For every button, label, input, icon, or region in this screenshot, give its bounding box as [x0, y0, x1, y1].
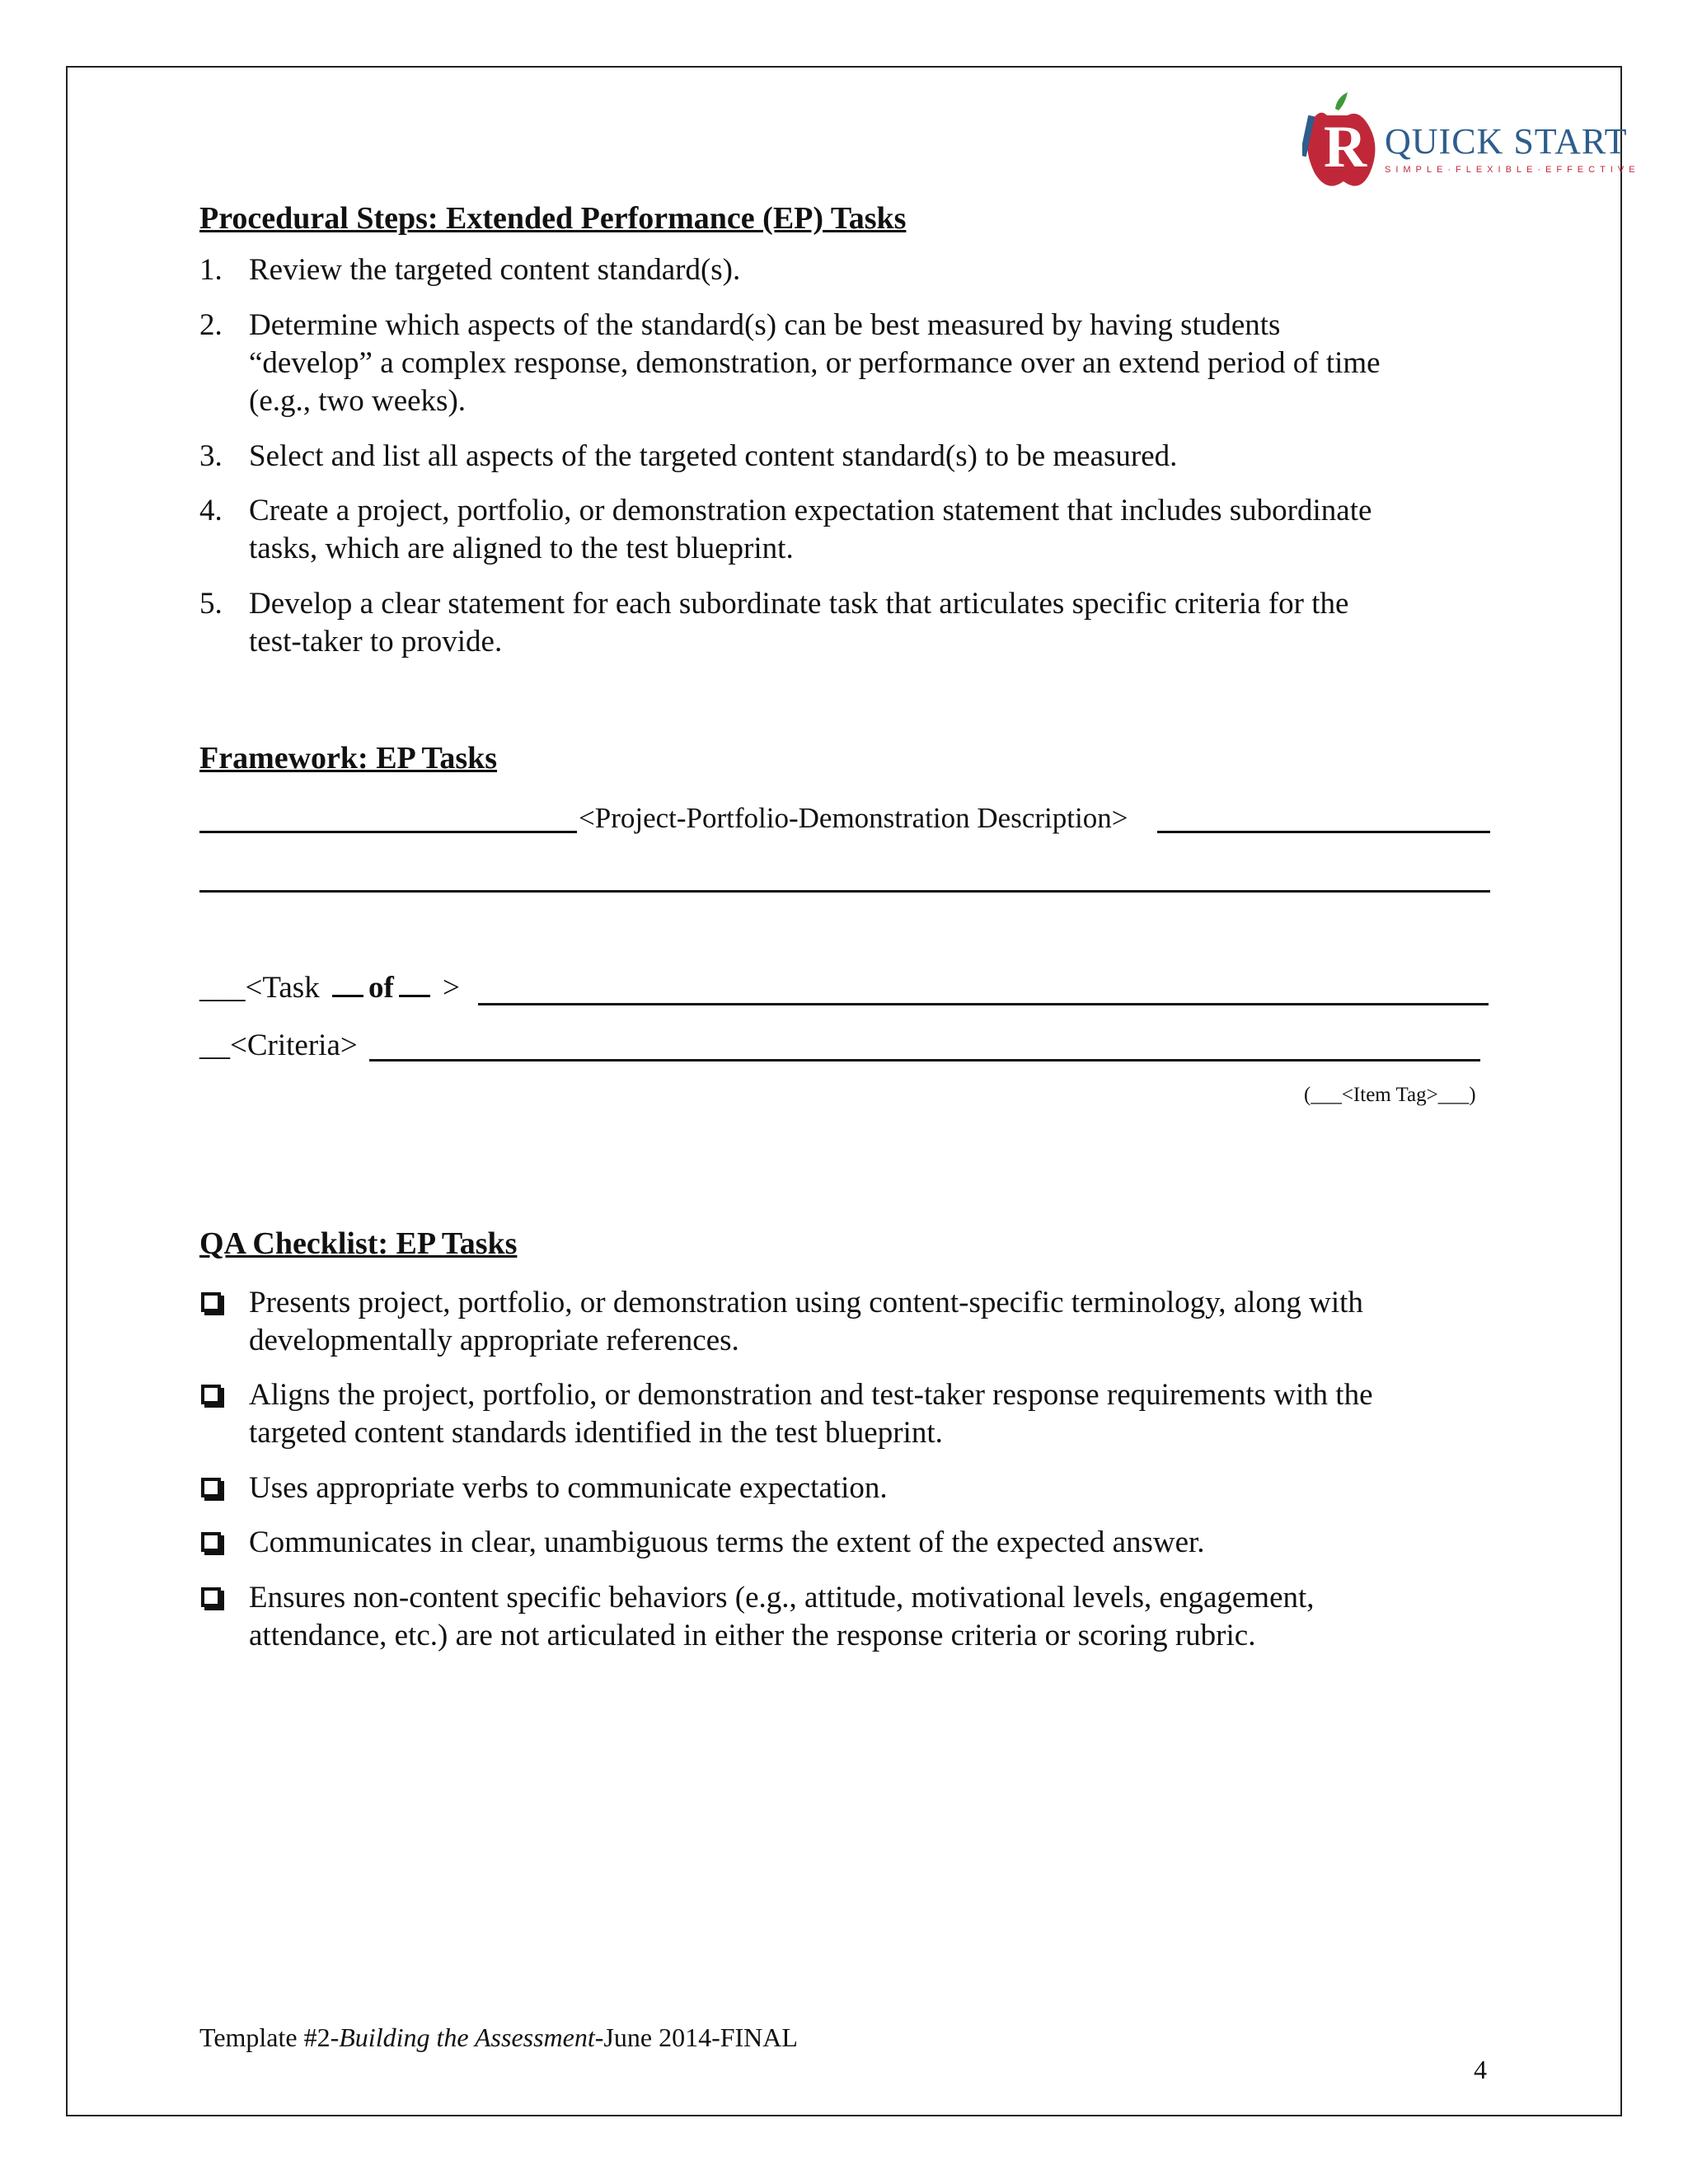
- checkbox[interactable]: [201, 1292, 221, 1312]
- apple-r-logo-icon: [1302, 91, 1385, 190]
- step-text: Determine which aspects of the standard(s) can be best measured by having students: [249, 308, 1281, 342]
- step-text-cont: test-taker to provide.: [249, 625, 503, 658]
- blank-line: [199, 831, 577, 833]
- step-number: 5.: [199, 587, 223, 621]
- task-line-label: [199, 969, 460, 1007]
- step-text: Develop a clear statement for each subordinate task that articulates specific criteria for the: [249, 587, 1349, 621]
- step-number: 2.: [199, 308, 223, 342]
- blank-line: [478, 1003, 1489, 1005]
- checkbox[interactable]: [201, 1478, 221, 1497]
- step-text: Create a project, portfolio, or demonstration expectation statement that includes subordinate: [249, 494, 1372, 527]
- blank-line: [399, 995, 430, 997]
- step-text-cont: (e.g., two weeks).: [249, 384, 467, 418]
- step-text-cont: “develop” a complex response, demonstration, or performance over an extend period of time: [249, 346, 1381, 380]
- qa-heading: QA Checklist: EP Tasks: [199, 1226, 518, 1261]
- checklist-text-cont: targeted content standards identified in the test blueprint.: [249, 1416, 943, 1450]
- logo-title: QUICK START: [1385, 121, 1628, 162]
- step-number: 3.: [199, 439, 223, 473]
- step-number: 4.: [199, 494, 223, 527]
- checkbox[interactable]: [201, 1385, 221, 1404]
- svg-text:R: R: [1324, 114, 1367, 180]
- procedural-heading: Procedural Steps: Extended Performance (EP) Tasks: [199, 201, 907, 236]
- checklist-text: Ensures non-content specific behaviors (e.g., attitude, motivational levels, engagement,: [249, 1581, 1315, 1615]
- footer-suffix: -June 2014-FINAL: [594, 2022, 798, 2052]
- description-label: <Project-Portfolio-Demonstration Description>: [579, 802, 1128, 834]
- step-text-cont: tasks, which are aligned to the test blueprint.: [249, 532, 794, 565]
- footer-text: [199, 2022, 798, 2053]
- page-number: 4: [1474, 2055, 1487, 2084]
- framework-heading: Framework: EP Tasks: [199, 741, 498, 776]
- checkbox[interactable]: [201, 1532, 221, 1552]
- checklist-text-cont: developmentally appropriate references.: [249, 1324, 739, 1357]
- task-prefix: ___<Task: [199, 971, 327, 1005]
- logo-tagline: SIMPLE·FLEXIBLE·EFFECTIVE: [1385, 165, 1640, 175]
- footer-prefix: Template #2-: [199, 2022, 340, 2052]
- blank-line: [332, 995, 363, 997]
- task-of: of: [368, 971, 394, 1005]
- checklist-text-cont: attendance, etc.) are not articulated in either the response criteria or scoring rubric.: [249, 1619, 1256, 1652]
- checklist-text: Aligns the project, portfolio, or demonstration and test-taker response requirements with the: [249, 1378, 1373, 1412]
- checkbox[interactable]: [201, 1587, 221, 1607]
- blank-line: [199, 890, 1490, 893]
- item-tag: (___<Item Tag>___): [1304, 1084, 1476, 1106]
- step-number: 1.: [199, 253, 223, 287]
- step-text: Select and list all aspects of the targeted content standard(s) to be measured.: [249, 439, 1178, 473]
- checklist-text: Presents project, portfolio, or demonstration using content-specific terminology, along with: [249, 1286, 1363, 1319]
- quick-start-logo: [1302, 91, 1640, 190]
- footer-italic: Building the Assessment: [339, 2022, 595, 2052]
- checklist-text: Uses appropriate verbs to communicate expectation.: [249, 1471, 888, 1505]
- step-text: Review the targeted content standard(s).: [249, 253, 741, 287]
- criteria-label: __<Criteria>: [199, 1029, 358, 1062]
- task-suffix: >: [434, 971, 460, 1005]
- blank-line: [1157, 831, 1490, 833]
- checklist-text: Communicates in clear, unambiguous terms the extent of the expected answer.: [249, 1526, 1205, 1559]
- blank-line: [369, 1059, 1480, 1062]
